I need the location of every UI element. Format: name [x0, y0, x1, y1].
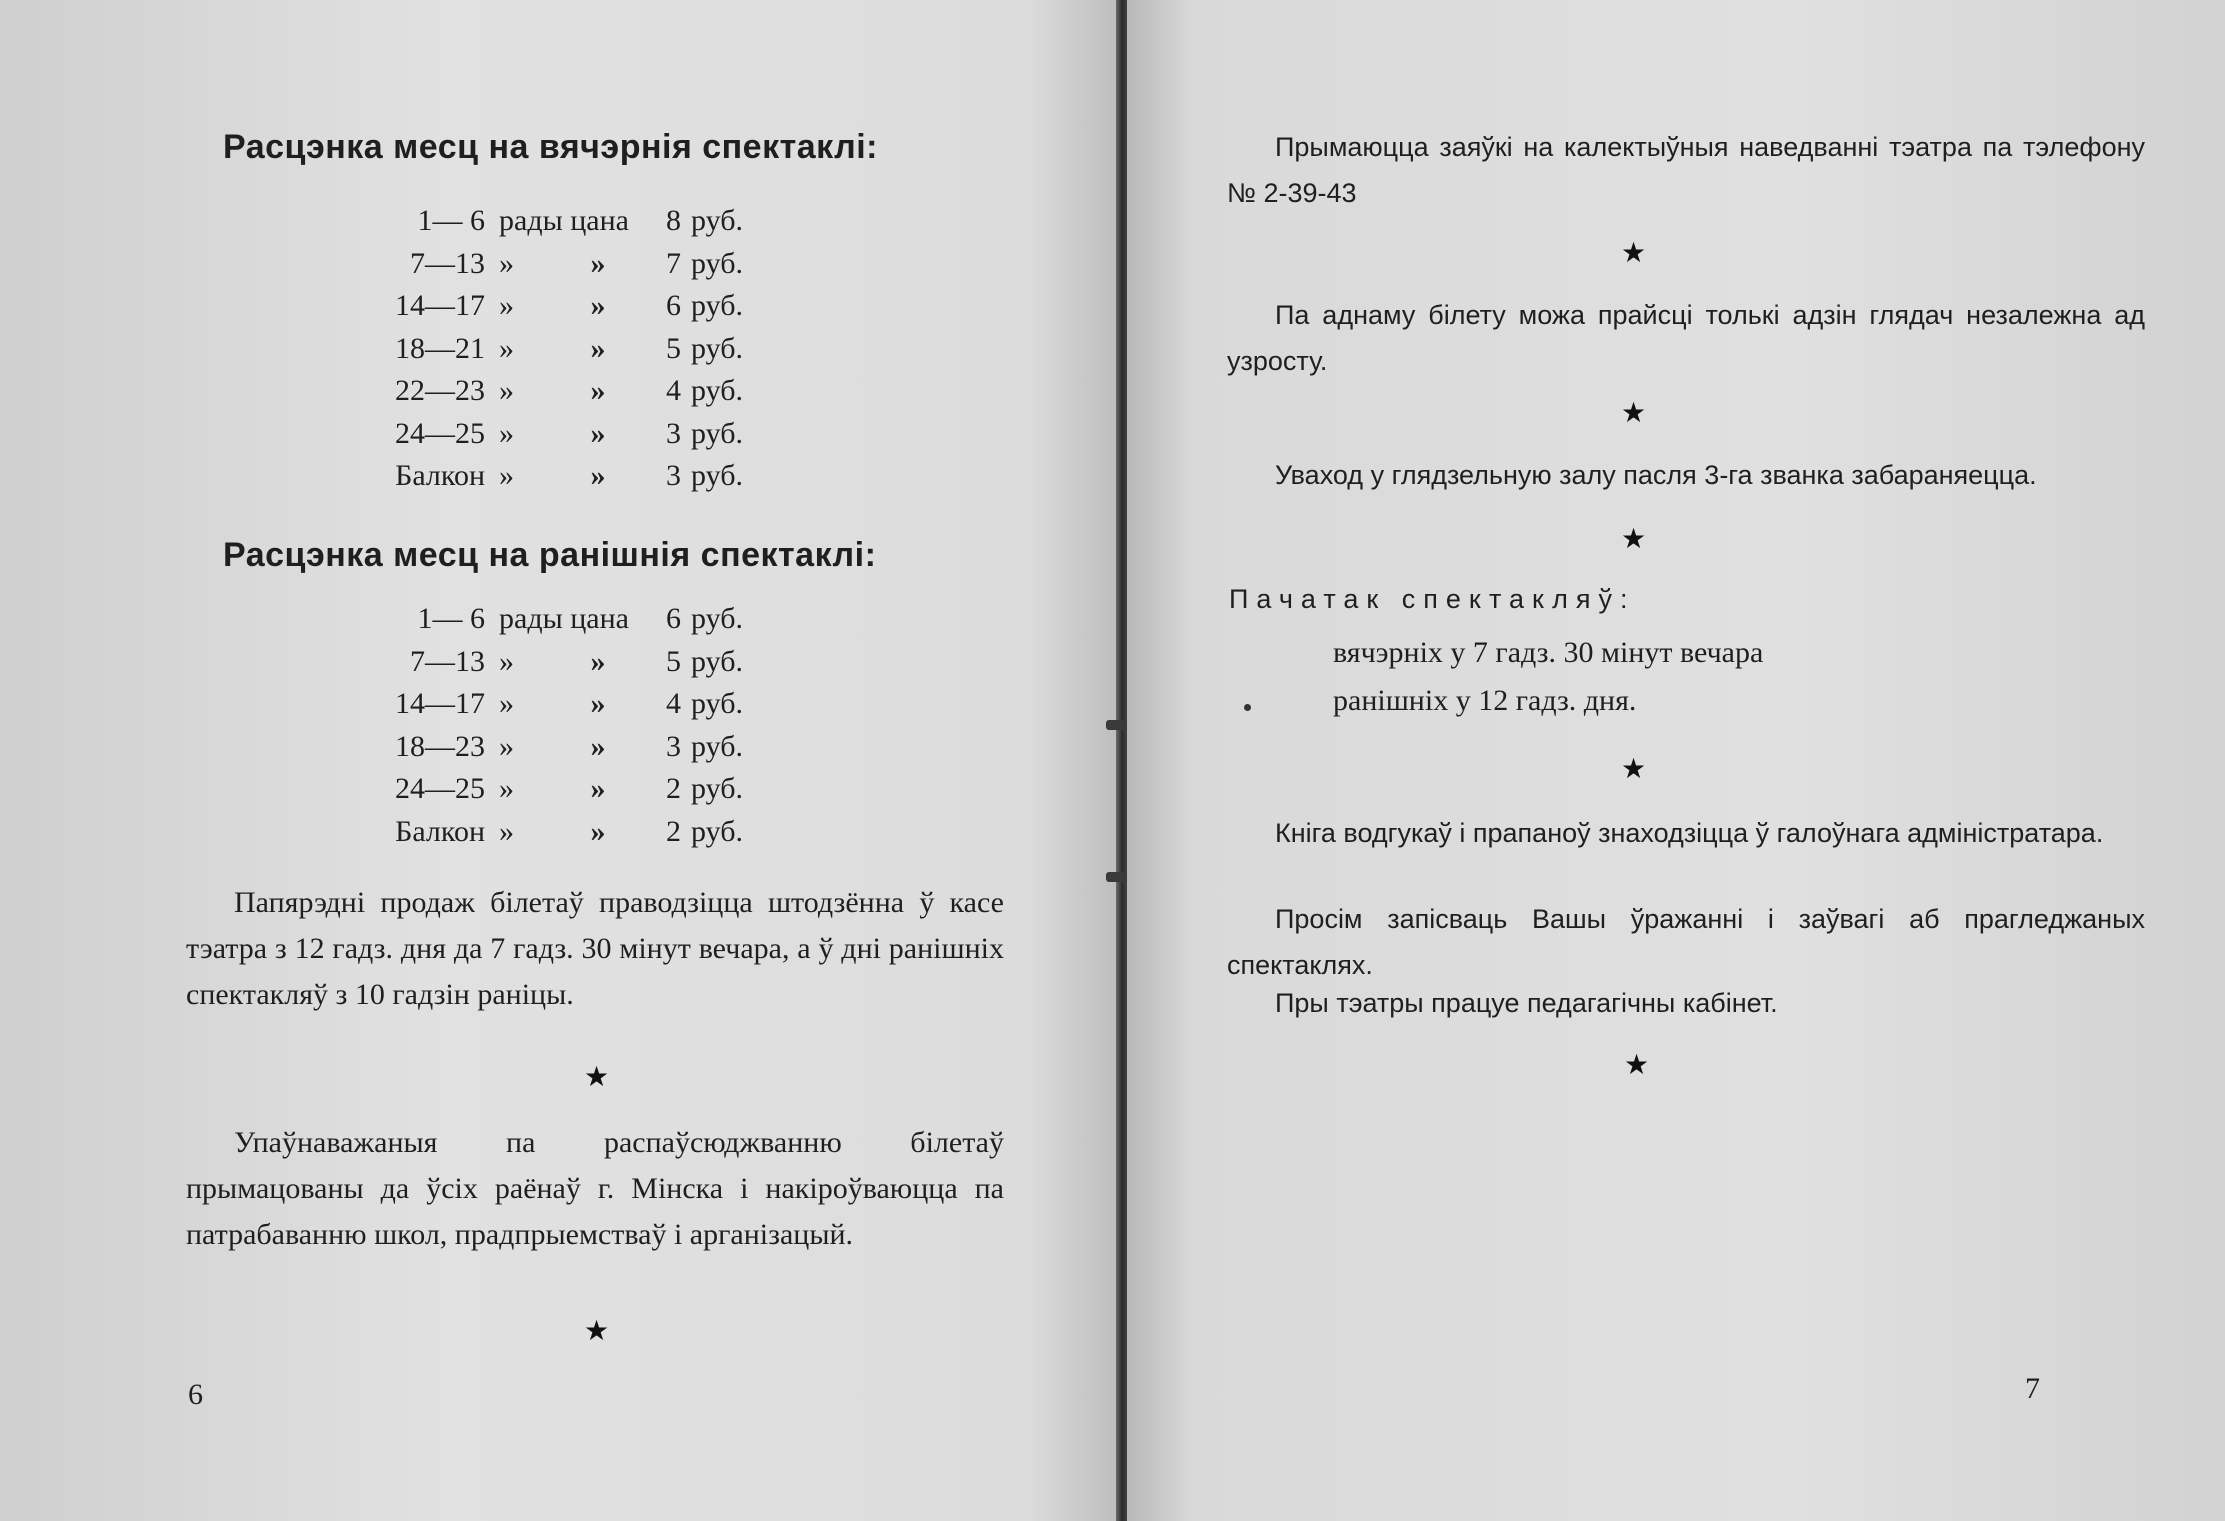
price-unit: руб. — [690, 416, 743, 450]
star-divider: ★ — [584, 1062, 610, 1093]
price-value: 4 — [665, 374, 681, 407]
price-unit: руб. — [690, 644, 743, 678]
ditto-mark: » — [590, 246, 606, 280]
row-label: » — [499, 729, 514, 763]
row-range: 18—23 — [395, 729, 485, 763]
price-unit: руб. — [690, 602, 743, 635]
ditto-mark: » — [590, 687, 606, 720]
morning-prices-table — [395, 598, 743, 853]
pedagogical-cabinet-paragraph: Пры тэатры працуе педагагічны кабінет. — [1275, 988, 1778, 1018]
price-row — [395, 413, 743, 456]
row-label: » — [499, 246, 514, 280]
collective-visits-paragraph: Прымаюцца заяўкі на калектыўныя наведванні тэатра па тэлефону № 2-39-43 — [1227, 132, 2145, 208]
star-divider: ★ — [1621, 238, 1647, 269]
price-row — [395, 200, 743, 243]
morning-start-time: ранішніх у 12 гадз. дня. — [1333, 684, 1637, 717]
row-range: 1— 6 — [417, 204, 485, 237]
ditto-mark: » — [590, 814, 606, 848]
price-value: 7 — [665, 246, 681, 280]
price-unit: руб. — [690, 246, 743, 280]
row-range: 14—17 — [395, 687, 485, 720]
start-times-heading: Пачатак спектакляў: — [1229, 584, 1636, 614]
price-value: 5 — [665, 644, 681, 678]
ticket-agents-paragraph: Упаўнаважаныя па распаўсюджванню білетаў прымацованы да ўсіх раёнаў г. Мінска і накіроўваюцца па патрабаванню школ, прадпрыемстваў і арганізацый. — [186, 1126, 1004, 1251]
price-value: 6 — [665, 602, 681, 635]
star-divider: ★ — [1621, 754, 1647, 785]
page-number: 7 — [2025, 1372, 2040, 1405]
one-ticket-paragraph: Па аднаму білету можа прайсці толькі адзін глядач незалежна ад узросту. — [1227, 300, 2145, 376]
row-range: 1— 6 — [417, 602, 485, 635]
request-feedback-paragraph: Просім запісваць Вашы ўражанні і заўвагі аб прагледжаных спектаклях. — [1227, 904, 2145, 980]
page-number: 6 — [188, 1378, 203, 1411]
price-row — [395, 328, 743, 371]
ditto-mark: » — [590, 644, 606, 678]
price-row — [395, 285, 743, 328]
price-row — [395, 370, 743, 413]
ditto-mark: » — [590, 729, 606, 763]
price-unit: руб. — [690, 204, 743, 237]
ditto-mark: » — [590, 331, 606, 365]
row-range: Балкон — [395, 459, 485, 492]
row-label: » — [499, 687, 514, 720]
star-divider: ★ — [1621, 398, 1647, 429]
bullet-dot — [1244, 704, 1251, 711]
price-unit: руб. — [690, 772, 743, 805]
row-range: 24—25 — [395, 772, 485, 805]
price-row — [395, 811, 743, 854]
price-unit: руб. — [690, 374, 743, 407]
row-range: 7—13 — [410, 644, 485, 678]
star-divider: ★ — [584, 1316, 610, 1347]
evening-prices-table — [395, 200, 743, 498]
price-unit: руб. — [690, 729, 743, 763]
price-value: 3 — [665, 729, 681, 763]
feedback-book-paragraph: Кніга водгукаў і прапаноў знаходзіцца ў галоўнага адміністратара. — [1275, 818, 2104, 848]
row-range: 18—21 — [395, 331, 485, 365]
price-value: 4 — [665, 687, 681, 720]
row-range: 14—17 — [395, 289, 485, 322]
price-row — [395, 598, 743, 641]
price-value: 6 — [665, 289, 681, 322]
price-unit: руб. — [690, 459, 743, 492]
price-value: 5 — [665, 331, 681, 365]
evening-prices-heading: Расцэнка месц на вячэрнія спектаклі: — [223, 128, 878, 166]
price-value: 3 — [665, 459, 681, 492]
price-row — [395, 243, 743, 286]
row-range: 24—25 — [395, 416, 485, 450]
row-range: 22—23 — [395, 374, 485, 407]
row-label: » — [499, 416, 514, 450]
price-value: 2 — [665, 814, 681, 848]
price-row — [395, 455, 743, 498]
price-unit: руб. — [690, 687, 743, 720]
price-value: 8 — [665, 204, 681, 237]
ditto-mark: » — [590, 459, 606, 492]
price-unit: руб. — [690, 331, 743, 365]
price-row — [395, 683, 743, 726]
row-range: Балкон — [395, 814, 485, 848]
price-row — [395, 726, 743, 769]
price-row — [395, 641, 743, 684]
ditto-mark: » — [590, 374, 606, 407]
ditto-mark: » — [590, 289, 606, 322]
row-label: » — [499, 374, 514, 407]
right-page — [1127, 0, 2225, 1521]
price-value: 2 — [665, 772, 681, 805]
star-divider: ★ — [1624, 1050, 1650, 1081]
morning-prices-heading: Расцэнка месц на ранішнія спектаклі: — [223, 536, 877, 574]
price-unit: руб. — [690, 814, 743, 848]
star-divider: ★ — [1621, 524, 1647, 555]
entrance-rule-paragraph: Уваход у глядзельную залу пасля 3-га званка забараняецца. — [1275, 460, 2037, 490]
ditto-mark: » — [590, 772, 606, 805]
evening-start-time: вячэрніх у 7 гадз. 30 мінут вечара — [1333, 636, 1764, 669]
row-label: » — [499, 331, 514, 365]
row-label: рады цана — [499, 204, 629, 237]
presale-paragraph: Папярэдні продаж білетаў праводзіцца штодзённа ў касе тэатра з 12 гадз. дня да 7 гадз. 30 мінут вечара, а ў дні ранішніх спектакляў з 10 гадзін раніцы. — [186, 886, 1004, 1011]
row-label: » — [499, 459, 514, 492]
row-label: » — [499, 644, 514, 678]
price-value: 3 — [665, 416, 681, 450]
row-label: » — [499, 772, 514, 805]
row-label: рады цана — [499, 602, 629, 635]
ditto-mark: » — [590, 416, 606, 450]
row-label: » — [499, 814, 514, 848]
row-label: » — [499, 289, 514, 322]
row-range: 7—13 — [410, 246, 485, 280]
price-row — [395, 768, 743, 811]
price-unit: руб. — [690, 289, 743, 322]
